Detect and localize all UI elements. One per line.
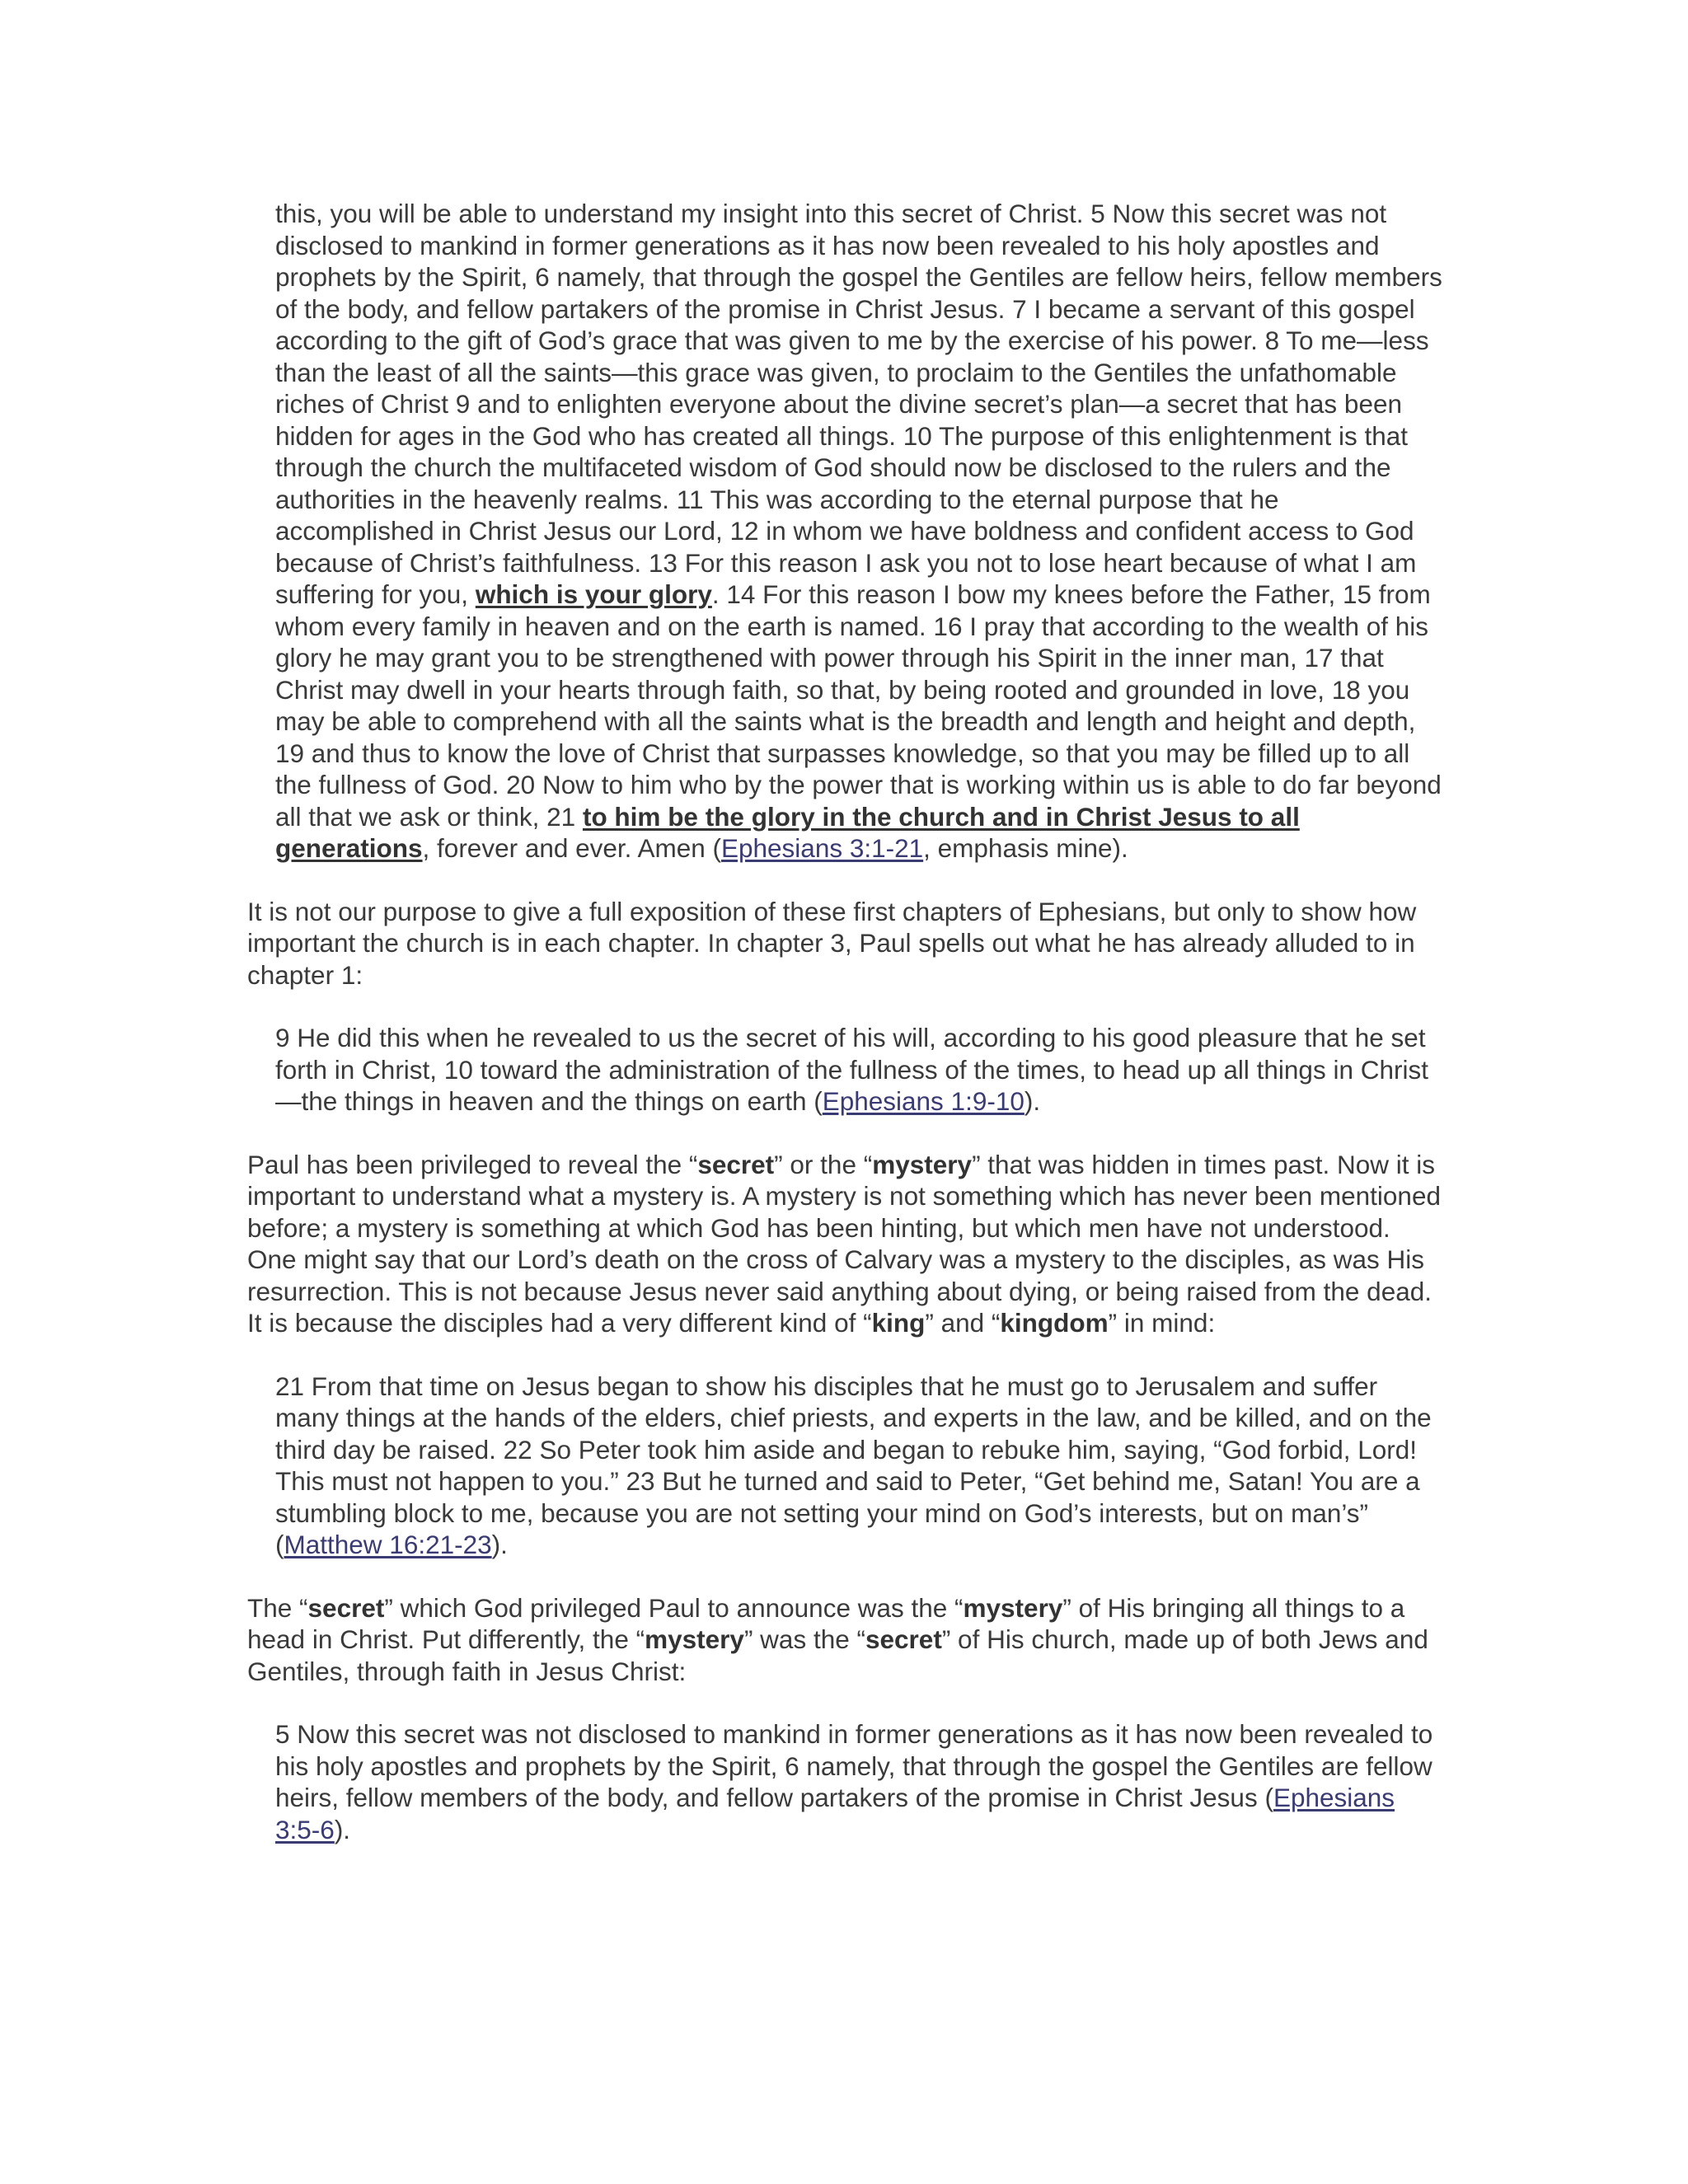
scripture-quote-matthew-16-21-23 [275, 1371, 1442, 1561]
paragraph-text: ” in mind: [1108, 1308, 1216, 1338]
scripture-reference-link[interactable]: Ephesians 3:5-6 [275, 1783, 1395, 1844]
scripture-reference-link[interactable]: Matthew 16:21-23 [284, 1530, 492, 1559]
quote-text: 21 From that time on Jesus began to show his disciples that he must go to Jerusalem and suffer many things at the hands of the elders, chief priests, and experts in the law, and be killed, and on the third day be raised. 22 So Peter took him aside and began to rebuke him, saying, “God forbid, Lord! This must not happen to you.” 23 But he turned and said to Peter, “Get behind me, Satan! You are a stumbling block to me, because you are not setting your mind on God’s interests, but on man’s” ( [275, 1371, 1432, 1559]
bold-term: secret [307, 1592, 385, 1623]
paragraph-text: ” was the “ [743, 1624, 865, 1654]
bold-term: mystery [872, 1149, 973, 1179]
emphasis-text: to him be the glory in the church and in Christ Jesus to all generations [275, 801, 1300, 863]
scripture-reference-link[interactable]: Ephesians 1:9-10 [822, 1086, 1025, 1116]
scripture-reference-link[interactable]: Ephesians 3:1-21 [720, 833, 924, 863]
quote-text: 5 Now this secret was not disclosed to mankind in former generations as it has now been revealed to his holy apostles and prophets by the Spirit, 6 namely, that through the gospel the Gentiles are fellow heirs, fellow members of the body, and fellow partakers of the promise in Christ Jesus ( [275, 1719, 1433, 1812]
quote-text: this, you will be able to understand my insight into this secret of Christ. 5 Now this secret was not disclosed to mankind in former generations as it has now been revealed to his holy apostles and prophets by the Spirit, 6 namely, that through the gospel the Gentiles are fellow heirs, fellow members of the body, and fellow partakers of the promise in Christ Jesus. 7 I became a servant of this gospel according to the gift of God’s grace that was given to me by the exercise of his power. 8 To me—less than the least of all the saints—this grace was given, to proclaim to the Gentiles the unfathomable riches of Christ 9 and to enlighten everyone about the divine secret’s plan—a secret that has been hidden for ages in the God who has created all things. 10 The purpose of this enlightenment is that through the church the multifaceted wisdom of God should now be disclosed to the rulers and the authorities in the heavenly realms. 11 This was according to the eternal purpose that he accomplished in Christ Jesus our Lord, 12 in whom we have boldness and confident access to God because of Christ’s faithfulness. 13 For this reason I ask you not to lose heart because of what I am suffering for you, [275, 199, 1442, 609]
scripture-quote-ephesians-3-1-21 [275, 198, 1442, 865]
bold-term: mystery [963, 1592, 1063, 1623]
quote-text: 9 He did this when he revealed to us the secret of his will, according to his good pleasure that he set forth in Christ, 10 toward the administration of the fullness of the times, to head up all things in Christ—the things in heaven and the things on earth ( [275, 1023, 1428, 1116]
body-paragraph: It is not our purpose to give a full exposition of these first chapters of Ephesians, but only to show how important the church is in each chapter. In chapter 3, Paul spells out what he has already alluded to in chapter 1: [247, 896, 1417, 990]
paragraph-text: The “ [247, 1592, 308, 1623]
paragraph-text: ” and “ [925, 1308, 1001, 1338]
quote-text: ). [491, 1530, 508, 1559]
bold-term: kingdom [1000, 1308, 1109, 1338]
paragraph-text: ” that was hidden in times past. Now it is important to understand what a mystery is. A mystery is not something which has never been mentioned before; a mystery is something at which God has been hinting, but which men have not understood. One might say that our Lord’s death on the cross of Calvary was a mystery to the disciples, as was His resurrection. This is not because Jesus never said anything about dying, or being raised from the dead. It is because the disciples had a very different kind of “ [247, 1149, 1441, 1338]
emphasis-text: which is your glory [475, 579, 712, 609]
body-paragraph [247, 1149, 1442, 1339]
paragraph-text: ” or the “ [774, 1149, 873, 1179]
bold-term: secret [865, 1624, 942, 1654]
scripture-quote-ephesians-3-5-6 [275, 1718, 1442, 1845]
body-paragraph [247, 1592, 1442, 1688]
bold-term: king [871, 1308, 926, 1338]
paragraph-text: ” of His bringing all things to a head in Christ. Put differently, the “ [247, 1592, 1405, 1654]
paragraph-text: ” of His church, made up of both Jews and Gentiles, through faith in Jesus Christ: [247, 1624, 1428, 1686]
quote-text: ). [1024, 1086, 1041, 1116]
quote-text: , forever and ever. Amen ( [422, 833, 721, 863]
paragraph-text: ” which God privileged Paul to announce was the “ [384, 1592, 964, 1623]
document-body [247, 198, 1442, 1845]
bold-term: mystery [645, 1624, 744, 1654]
scripture-quote-ephesians-1-9-10 [275, 1022, 1442, 1118]
quote-text: , emphasis mine). [923, 833, 1128, 863]
quote-text: ). [334, 1814, 351, 1844]
bold-term: secret [697, 1149, 775, 1179]
paragraph-text: Paul has been privileged to reveal the “ [247, 1149, 698, 1179]
quote-text: . 14 For this reason I bow my knees before the Father, 15 from whom every family in heaven and on the earth is named. 16 I pray that according to the wealth of his glory he may grant you to be strengthened with power through his Spirit in the inner man, 17 that Christ may dwell in your hearts through faith, so that, by being rooted and grounded in love, 18 you may be able to comprehend with all the saints what is the breadth and length and height and depth, 19 and thus to know the love of Christ that surpasses knowledge, so that you may be filled up to all the fullness of God. 20 Now to him who by the power that is working within us is able to do far beyond all that we ask or think, 21 [275, 579, 1442, 832]
